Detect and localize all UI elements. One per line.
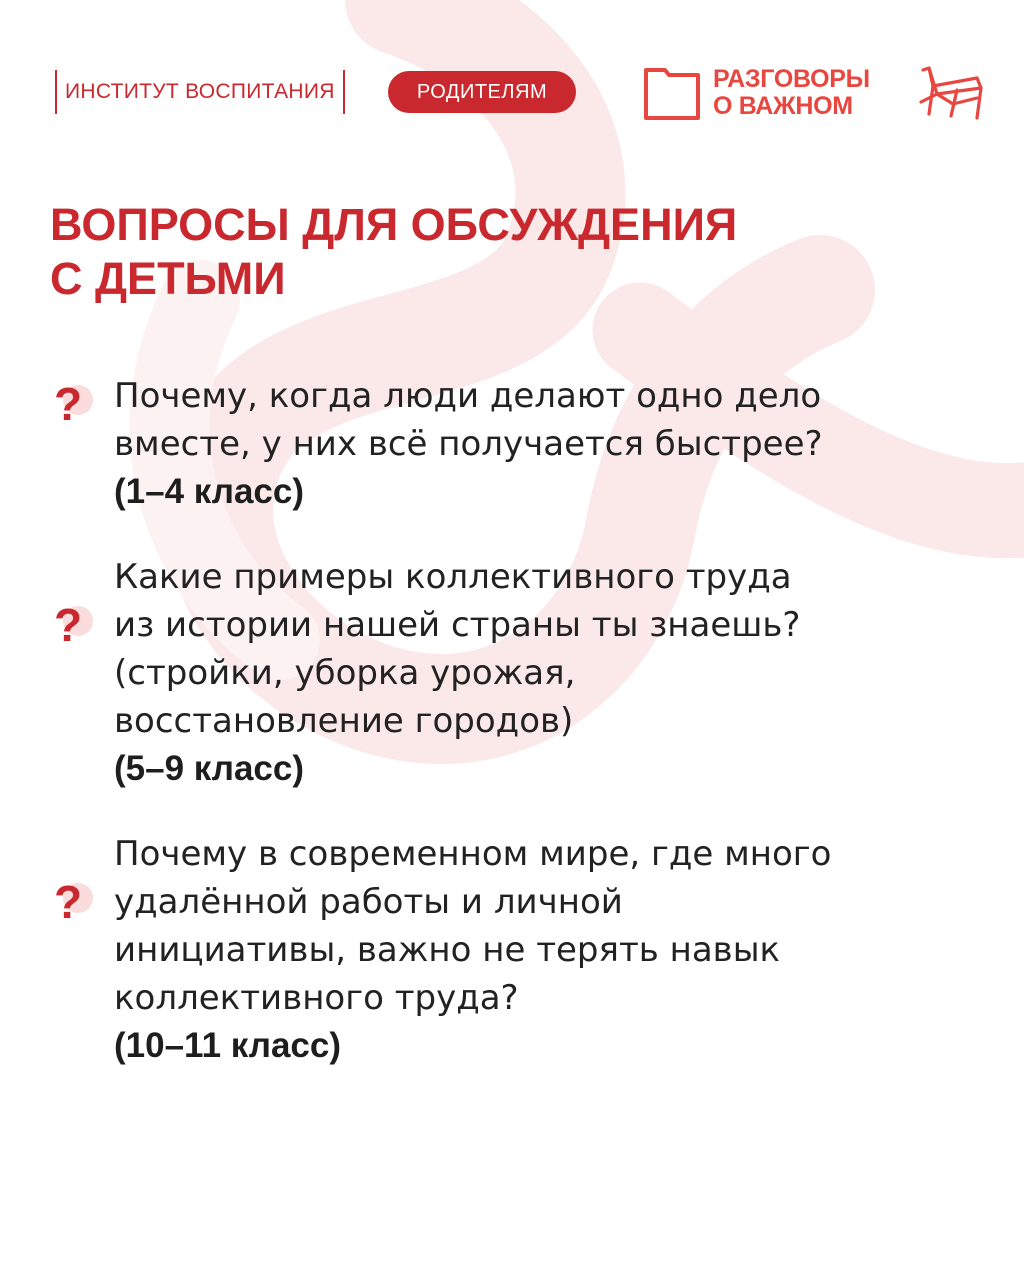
header [55,65,985,120]
question-line: (стройки, уборка урожая, [114,653,576,693]
svg-text:?: ? [54,599,83,649]
question-line: удалённой работы и личной [114,882,623,922]
question-line: инициативы, важно не терять навык [114,930,781,970]
question-mark-icon [52,376,96,428]
question-text [114,830,954,1070]
question-line: коллективного труда? [114,978,519,1018]
title-line-1: ВОПРОСЫ ДЛЯ ОБСУЖДЕНИЯ [50,199,738,250]
question-mark-icon [52,597,96,649]
question-line: Почему, когда люди делают одно дело [114,376,822,416]
grade-label: (10–11 класс) [114,1026,342,1065]
question-line: вместе, у них всё получается быстрее? [114,424,823,464]
chair-icon [917,64,985,120]
question-line: восстановление городов) [114,701,574,741]
grade-label: (5–9 класс) [114,749,305,788]
brand-logo [643,64,870,122]
question-line: из истории нашей страны ты знаешь? [114,605,801,645]
org-label: ИНСТИТУТ ВОСПИТАНИЯ [55,70,345,114]
audience-badge: РОДИТЕЛЯМ [388,71,576,113]
page-title [50,198,950,306]
svg-text:?: ? [54,378,83,428]
question-text [114,372,954,516]
title-line-2: С ДЕТЬМИ [50,253,286,304]
question-line: Почему в современном мире, где много [114,834,832,874]
question-text [114,553,954,793]
grade-label: (1–4 класс) [114,472,305,511]
brand-line-2: О ВАЖНОМ [713,92,853,120]
folder-icon [643,64,701,122]
question-mark-icon [52,874,96,926]
question-line: Какие примеры коллективного труда [114,557,792,597]
brand-line-1: РАЗГОВОРЫ [713,65,870,93]
brand-text [713,66,870,120]
svg-text:?: ? [54,876,83,926]
